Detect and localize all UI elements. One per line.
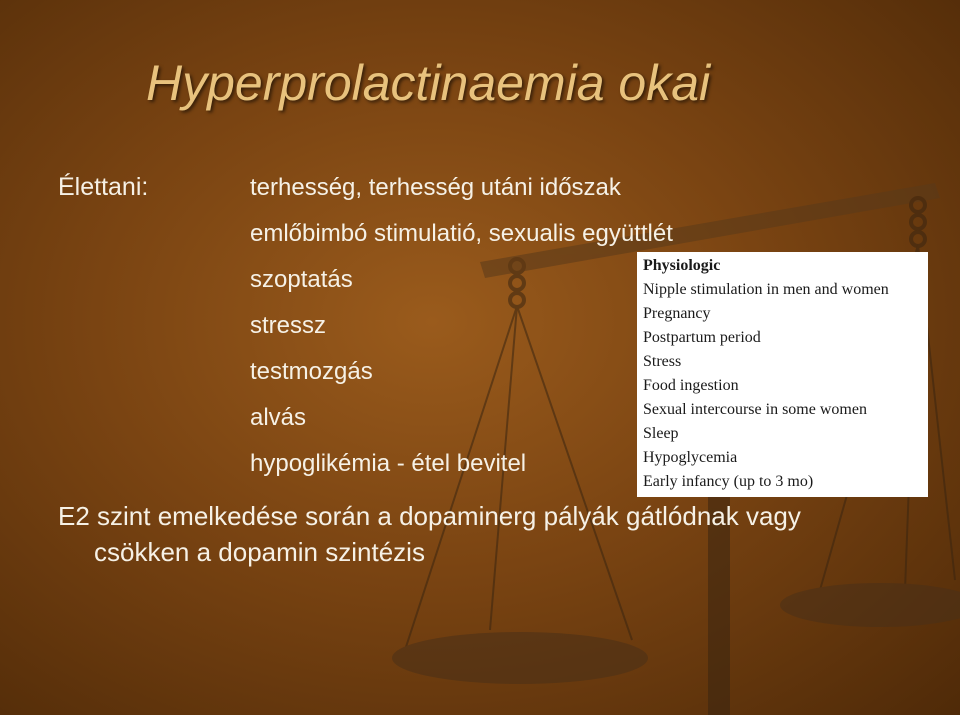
box-list-item: Sexual intercourse in some women — [643, 401, 867, 418]
box-list-item: Pregnancy — [643, 305, 711, 322]
list-item: hypoglikémia - étel bevitel — [250, 450, 527, 477]
box-list — [643, 278, 922, 494]
box-list-item: Postpartum period — [643, 329, 761, 346]
cause-list — [250, 173, 673, 495]
physiologic-causes-box — [637, 252, 928, 497]
box-list-item: Nipple stimulation in men and women — [643, 281, 889, 298]
box-list-item: Stress — [643, 353, 682, 370]
box-heading: Physiologic — [643, 257, 721, 274]
list-item: testmozgás — [250, 358, 373, 385]
slide-title: Hyperprolactinaemia okai — [146, 55, 711, 111]
list-item: alvás — [250, 404, 307, 431]
box-list-item: Hypoglycemia — [643, 449, 738, 466]
list-item: terhesség, terhesség utáni időszak — [250, 174, 621, 201]
summary-line-2: csökken a dopamin szintézis — [94, 537, 425, 567]
right-pan — [780, 583, 960, 627]
list-item: szoptatás — [250, 266, 353, 293]
list-item: stressz — [250, 312, 327, 339]
box-list-item: Early infancy (up to 3 mo) — [643, 473, 814, 490]
box-list-item: Sleep — [643, 425, 679, 442]
box-list-item: Food ingestion — [643, 377, 739, 394]
chain-link-icon — [911, 232, 925, 246]
chain-link-icon — [911, 215, 925, 229]
category-label: Élettani: — [58, 173, 149, 201]
summary-text — [58, 498, 908, 570]
list-item: emlőbimbó stimulatió, sexualis együttlét — [250, 220, 673, 247]
left-pan — [392, 632, 648, 684]
summary-line-1: E2 szint emelkedése során a dopaminerg pályák gátlódnak vagy — [58, 501, 801, 531]
